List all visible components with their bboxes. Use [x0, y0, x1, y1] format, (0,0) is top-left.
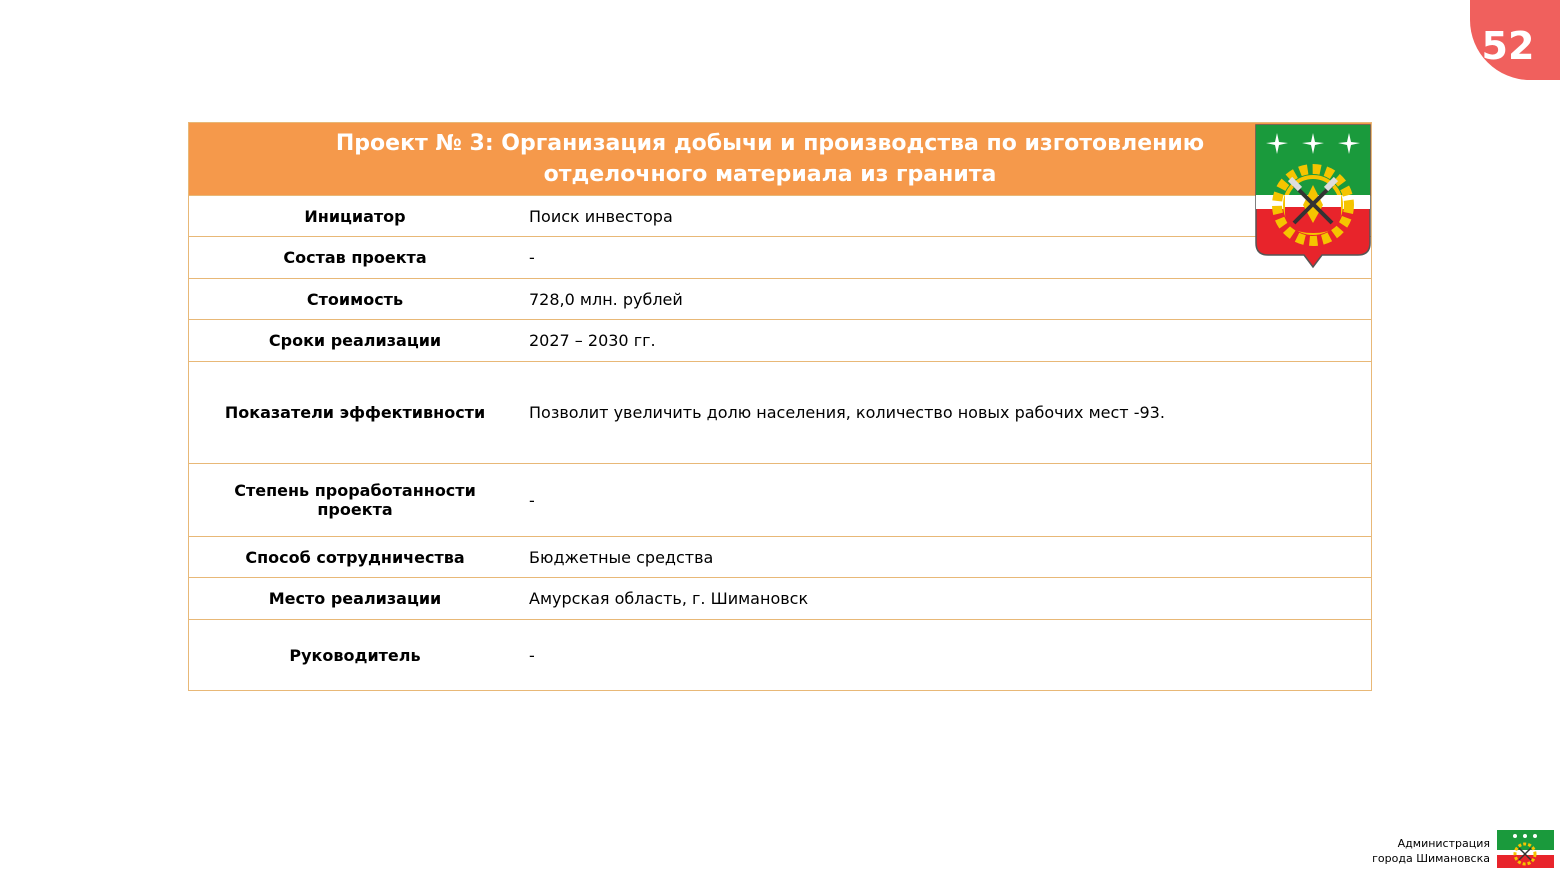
row-value: 2027 – 2030 гг. [529, 331, 656, 350]
project-table [188, 122, 1372, 691]
footer-line: города Шимановска [1372, 852, 1490, 865]
footer-organization [1350, 836, 1490, 866]
table-row [189, 536, 1371, 577]
row-value: Бюджетные средства [529, 547, 714, 567]
row-label: Место реализации [268, 589, 442, 608]
row-value: Амурская область, г. Шимановск [529, 589, 809, 608]
row-value: Поиск инвестора [529, 206, 673, 226]
row-label: Сроки реализации [268, 331, 442, 350]
footer-line: Администрация [1397, 837, 1490, 850]
table-row [189, 319, 1371, 361]
table-row [189, 361, 1371, 463]
project-title: Проект № 3: Организация добычи и производства по изготовлению отделочного материала из гранита [189, 123, 1371, 195]
row-value: - [529, 248, 535, 267]
row-label: Инициатор [304, 206, 406, 226]
table-row [189, 195, 1371, 236]
row-label: Способ сотрудничества [245, 547, 465, 567]
row-label: Показатели эффективности [224, 403, 486, 422]
coat-of-arms-icon [1254, 123, 1372, 269]
page-number: 52 [1481, 24, 1535, 68]
table-row [189, 619, 1371, 690]
table-row [189, 236, 1371, 278]
row-label: Руководитель [289, 645, 421, 665]
table-row [189, 463, 1371, 536]
table-row [189, 278, 1371, 319]
row-value: - [529, 490, 535, 510]
row-label: Степень проработанности проекта [234, 481, 476, 519]
row-value: Позволит увеличить долю населения, количество новых рабочих мест -93. [529, 403, 1165, 422]
row-value: - [529, 645, 535, 665]
city-flag-icon [1497, 830, 1554, 868]
table-row [189, 577, 1371, 619]
row-label: Состав проекта [283, 248, 427, 267]
row-value: 728,0 млн. рублей [529, 289, 683, 309]
row-label: Стоимость [306, 289, 404, 309]
